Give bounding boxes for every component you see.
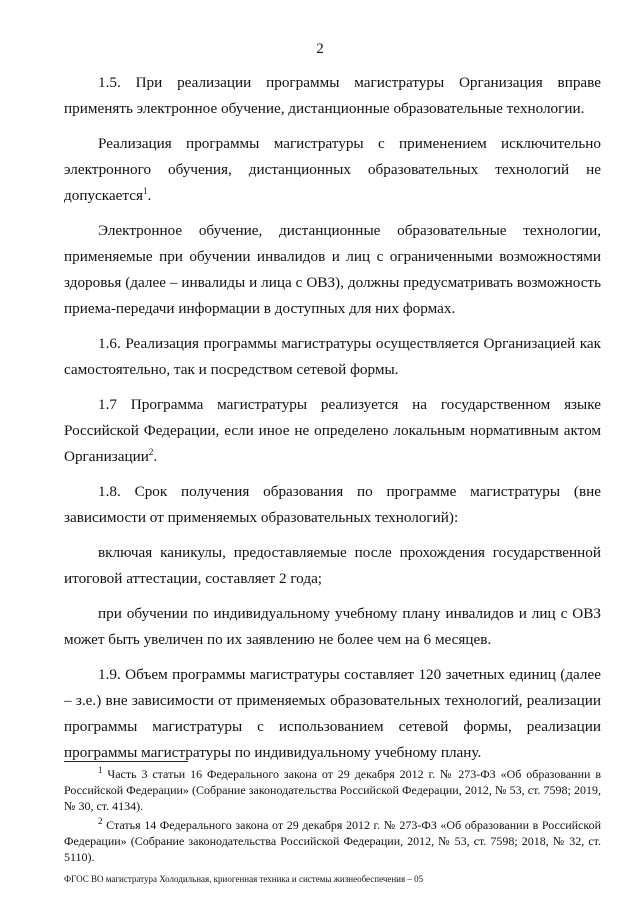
body-text (64, 70, 601, 775)
paragraph-tail: . (153, 448, 158, 465)
paragraph-text: 1.7 Программа магистратуры реализуется на государственном языке Российской Федерации, если иное не определено локальным нормативным актом Организации (64, 396, 601, 465)
paragraph-tail: . (147, 187, 152, 204)
footnote-separator (64, 761, 188, 762)
footnote-ref-1[interactable]: 1 (142, 185, 148, 196)
paragraph-individual-plan: при обучении по индивидуальному учебному плану инвалидов и лиц с ОВЗ может быть увеличен по их заявлению не более чем на 6 месяцев. (64, 605, 601, 648)
paragraph-1-9: 1.9. Объем программы магистратуры составляет 120 зачетных единиц (далее – з.е.) вне зависимости от применяемых образовательных технологий, реализации программы магистратуры с использованием сетевой формы, реализации программы магистратуры по индивидуальному учебному плану. (64, 666, 601, 761)
paragraph-distance-restriction (64, 131, 601, 209)
page-number: 2 (316, 41, 324, 57)
paragraph-text: Реализация программы магистратуры с применением исключительно электронного обучения, дистанционных образовательных технологий не допускается (64, 135, 601, 204)
footnote-text: Часть 3 статьи 16 Федерального закона от 29 декабря 2012 г. № 273-ФЗ «Об образовании в Российской Федерации» (Собрание законодательства Российской Федерации, 2012, № 53, ст. 7598; 2019, № 30, ст. 4134). (64, 767, 601, 813)
paragraph-1-8: 1.8. Срок получения образования по программе магистратуры (вне зависимости от применяемых образовательных технологий): (64, 483, 601, 526)
paragraph-ovz-technologies: Электронное обучение, дистанционные образовательные технологии, применяемые при обучении инвалидов и лиц с ограниченными возможностями здоровья (далее – инвалиды и лица с ОВЗ), должны предусматривать возможность приема-передачи информации в доступных для них формах. (64, 222, 601, 317)
footnotes (64, 766, 601, 868)
footnote-2 (64, 817, 601, 865)
footnote-mark: 2 (98, 816, 103, 826)
paragraph-1-7 (64, 392, 601, 470)
footnote-text: Статья 14 Федерального закона от 29 декабря 2012 г. № 273-ФЗ «Об образовании в Российской Федерации» (Собрание законодательства Российской Федерации, 2012, № 53, ст. 7598; 2018, № 32, ст. 5110). (64, 818, 602, 864)
paragraph-1-5: 1.5. При реализации программы магистратуры Организация вправе применять электронное обучение, дистанционные образовательные технологии. (64, 74, 601, 117)
page-footer: ФГОС ВО магистратура Холодильная, криогенная техника и системы жизнеобеспечения – 05 (64, 874, 424, 884)
paragraph-holidays: включая каникулы, предоставляемые после прохождения государственной итоговой аттестации, составляет 2 года; (64, 544, 601, 587)
footnote-ref-2[interactable]: 2 (148, 446, 154, 457)
footnote-mark: 1 (98, 765, 103, 775)
paragraph-1-6: 1.6. Реализация программы магистратуры осуществляется Организацией как самостоятельно, так и посредством сетевой формы. (64, 335, 601, 378)
footnote-1 (64, 766, 601, 814)
